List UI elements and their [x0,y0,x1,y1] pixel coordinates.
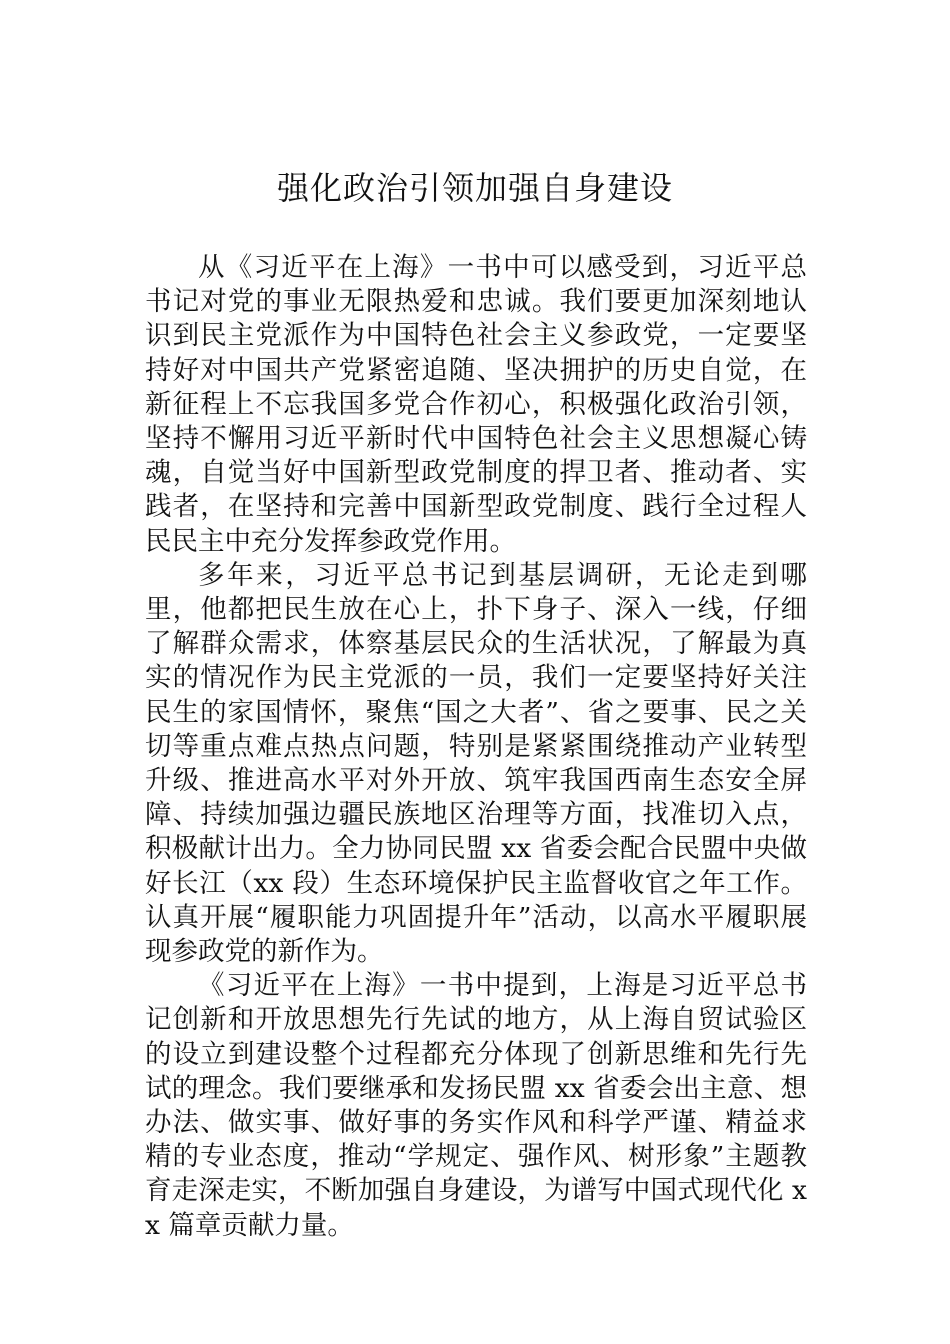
document-body [145,251,807,1243]
document-title: 强化政治引领加强自身建设 [276,169,673,207]
paragraph-2: 多年来，习近平总书记到基层调研，无论走到哪里，他都把民生放在心上，扑下身子、深入一线，仔细了解群众需求，体察基层民众的生活状况，了解最为真实的情况作为民主党派的一员，我们一定要坚持好关注民生的家国情怀，聚焦“国之大者”、省之要事、民之关切等重点难点热点问题，特别是紧紧围绕推动产业转型升级、推进高水平对外开放、筑牢我国西南生态安全屏障、持续加强边疆民族地区治理等方面，找准切入点，积极献计出力。全力协同民盟 xx 省委会配合民盟中央做好长江（xx 段）生态环境保护民主监督收官之年工作。认真开展“履职能力巩固提升年”活动，以高水平履职展现参政党的新作为。 [145,559,807,968]
paragraph-1: 从《习近平在上海》一书中可以感受到，习近平总书记对党的事业无限热爱和忠诚。我们要更加深刻地认识到民主党派作为中国特色社会主义参政党，一定要坚持好对中国共产党紧密追随、坚决拥护的历史自觉，在新征程上不忘我国多党合作初心，积极强化政治引领，坚持不懈用习近平新时代中国特色社会主义思想凝心铸魂，自觉当好中国新型政党制度的捍卫者、推动者、实践者，在坚持和完善中国新型政党制度、践行全过程人民民主中充分发挥参政党作用。 [145,252,807,557]
paragraph-3: 《习近平在上海》一书中提到，上海是习近平总书记创新和开放思想先行先试的地方，从上海自贸试验区的设立到建设整个过程都充分体现了创新思维和先行先试的理念。我们要继承和发扬民盟 xx 省委会出主意、想办法、做实事、做好事的务实作风和科学严谨、精益求精的专业态度，推动“学规定、强作风、树形象”主题教育走深走实，不断加强自身建设，为谱写中国式现代化 xx 篇章贡献力量。 [145,970,807,1241]
